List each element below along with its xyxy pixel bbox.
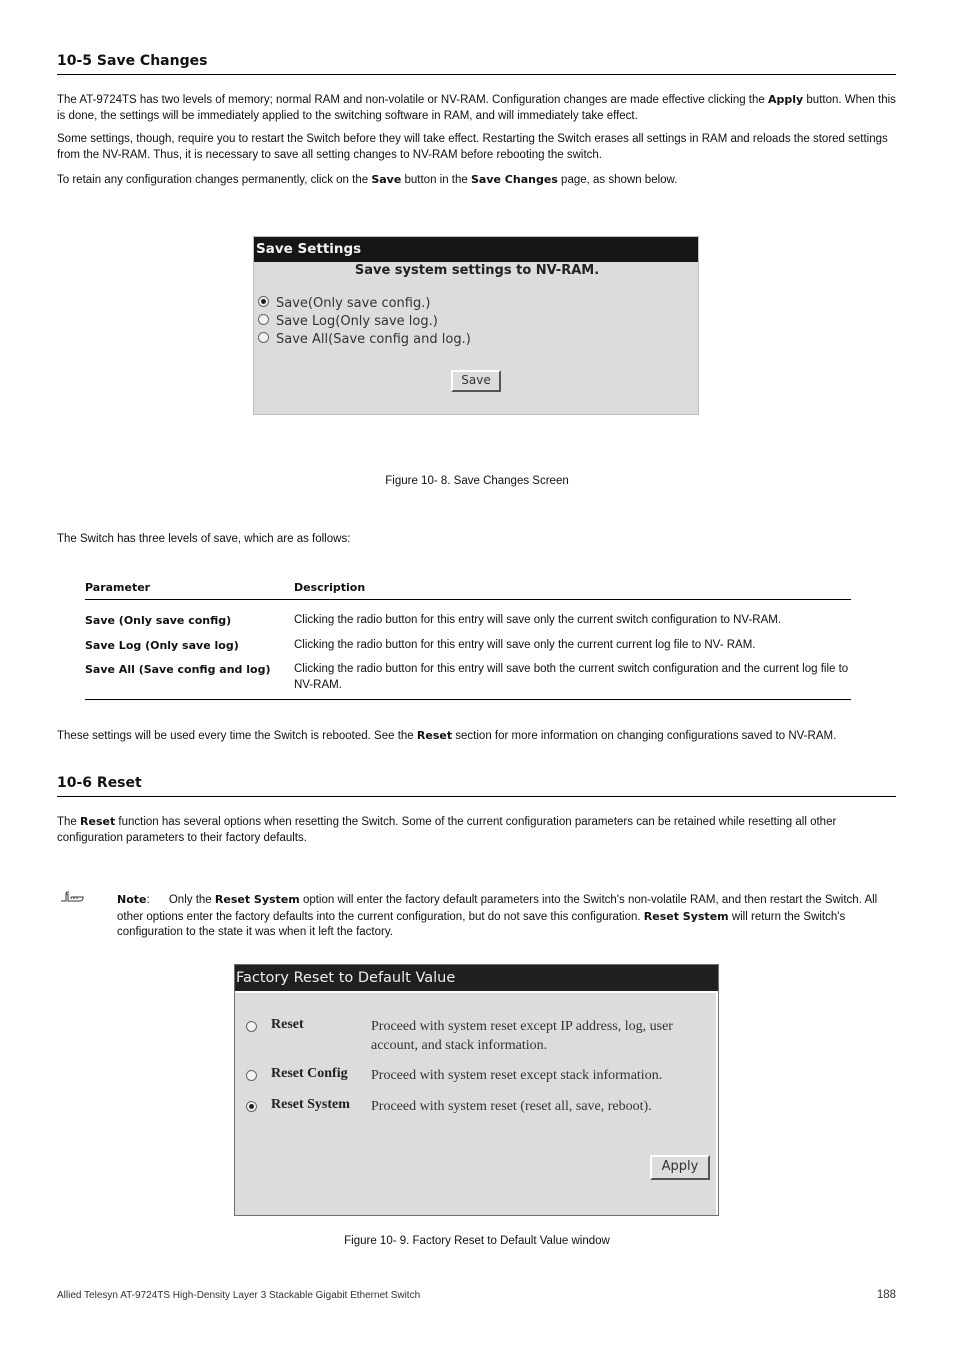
table-header-rule <box>85 599 851 600</box>
table-header-parameter: Parameter <box>85 581 151 594</box>
apply-term: Apply <box>768 93 804 106</box>
radio-unselected-icon[interactable] <box>258 314 269 325</box>
factory-reset-panel <box>234 964 719 1216</box>
table-row-param: Save (Only save config) <box>85 614 232 627</box>
pointing-hand-icon <box>60 890 84 910</box>
radio-selected-icon[interactable] <box>246 1101 257 1112</box>
table-row-param: Save All (Save config and log) <box>85 663 271 676</box>
section-heading-save-changes: 10-5 Save Changes <box>57 54 896 75</box>
radio-unselected-icon[interactable] <box>246 1070 257 1081</box>
section-heading-reset: 10-6 Reset <box>57 776 896 797</box>
page-number: 188 <box>876 1289 896 1301</box>
figure-caption-reset: Figure 10- 9. Factory Reset to Default Value window <box>344 1235 610 1247</box>
table-row-desc: Clicking the radio button for this entry will save only the current current log file to NV- RAM. <box>294 639 756 651</box>
reset-option-name[interactable]: Reset <box>271 1017 304 1032</box>
table-row-desc: Clicking the radio button for this entry will save both the current switch configuration and the current log file to NV-RAM. <box>294 663 849 691</box>
factory-reset-title: Factory Reset to Default Value <box>235 965 718 991</box>
reset-system-option-name[interactable]: Reset System <box>271 1097 350 1112</box>
footer-product-name: Allied Telesyn AT-9724TS High-Density Layer 3 Stackable Gigabit Ethernet Switch <box>57 1290 421 1301</box>
paragraph-reset-intro: The Reset function has several options when resetting the Switch. Some of the current configuration parameters can be retained while resetting all other configuration parameters to their factory defaults. <box>57 815 837 844</box>
radio-unselected-icon[interactable] <box>258 332 269 343</box>
save-button[interactable]: Save <box>451 370 501 392</box>
save-parameter-table <box>85 580 851 702</box>
radio-unselected-icon[interactable] <box>246 1021 257 1032</box>
paragraph-restart-note: Some settings, though, require you to restart the Switch before they will take effect. Restarting the Switch erases all settings in RAM and reloads the stored settings from the NV-RAM. Thus, it is necessary to save all setting changes to NV-RAM before rebooting the switch. <box>57 133 888 161</box>
save-option-log[interactable]: Save Log(Only save log.) <box>258 314 438 330</box>
reset-system-option-desc: Proceed with system reset (reset all, save, reboot). <box>371 1099 652 1114</box>
note-text: Note: Only the Reset System option will enter the factory default parameters into the Switch's non-volatile RAM, and then restart the Switch. All other options enter the factory defaults into the current configuration, but do not save this configuration. Reset System will return the Switch's configuration to the state it was when it left the factory. <box>117 893 878 938</box>
reset-config-option-name[interactable]: Reset Config <box>271 1066 348 1081</box>
table-row-desc: Clicking the radio button for this entry will save only the current switch configuration to NV-RAM. <box>294 614 782 626</box>
save-option-all[interactable]: Save All(Save config and log.) <box>258 332 471 348</box>
paragraph-retain-changes: To retain any configuration changes permanently, click on the Save button in the Save Changes page, as shown below. <box>57 173 678 186</box>
factory-reset-body <box>235 991 718 1215</box>
table-row-param: Save Log (Only save log) <box>85 639 239 652</box>
paragraph-settings-reboot: These settings will be used every time the Switch is rebooted. See the Reset section for more information on changing configurations saved to NV-RAM. <box>57 729 837 742</box>
save-settings-title: Save Settings <box>254 237 698 262</box>
save-option-config[interactable]: Save(Only save config.) <box>258 296 430 312</box>
radio-selected-icon[interactable] <box>258 296 269 307</box>
paragraph-memory-levels: The AT-9724TS has two levels of memory; normal RAM and non-volatile or NV-RAM. Configuration changes are made effective clicking the Apply button. When this is done, the settings will be immediately applied to the switching software in RAM, and will immediately take effect. <box>57 93 896 122</box>
table-bottom-rule <box>85 699 851 700</box>
reset-config-option-desc: Proceed with system reset except stack information. <box>371 1068 663 1083</box>
figure-caption-save: Figure 10- 8. Save Changes Screen <box>385 475 569 487</box>
reset-option-desc: Proceed with system reset except IP address, log, user account, and stack information. <box>371 1019 673 1053</box>
paragraph-save-levels: The Switch has three levels of save, which are as follows: <box>57 533 351 545</box>
save-settings-panel <box>253 236 699 415</box>
save-settings-subtitle: Save system settings to NV-RAM. <box>354 263 600 278</box>
table-header-description: Description <box>294 581 366 594</box>
apply-button[interactable]: Apply <box>650 1155 710 1180</box>
note-label: Note <box>117 893 147 906</box>
